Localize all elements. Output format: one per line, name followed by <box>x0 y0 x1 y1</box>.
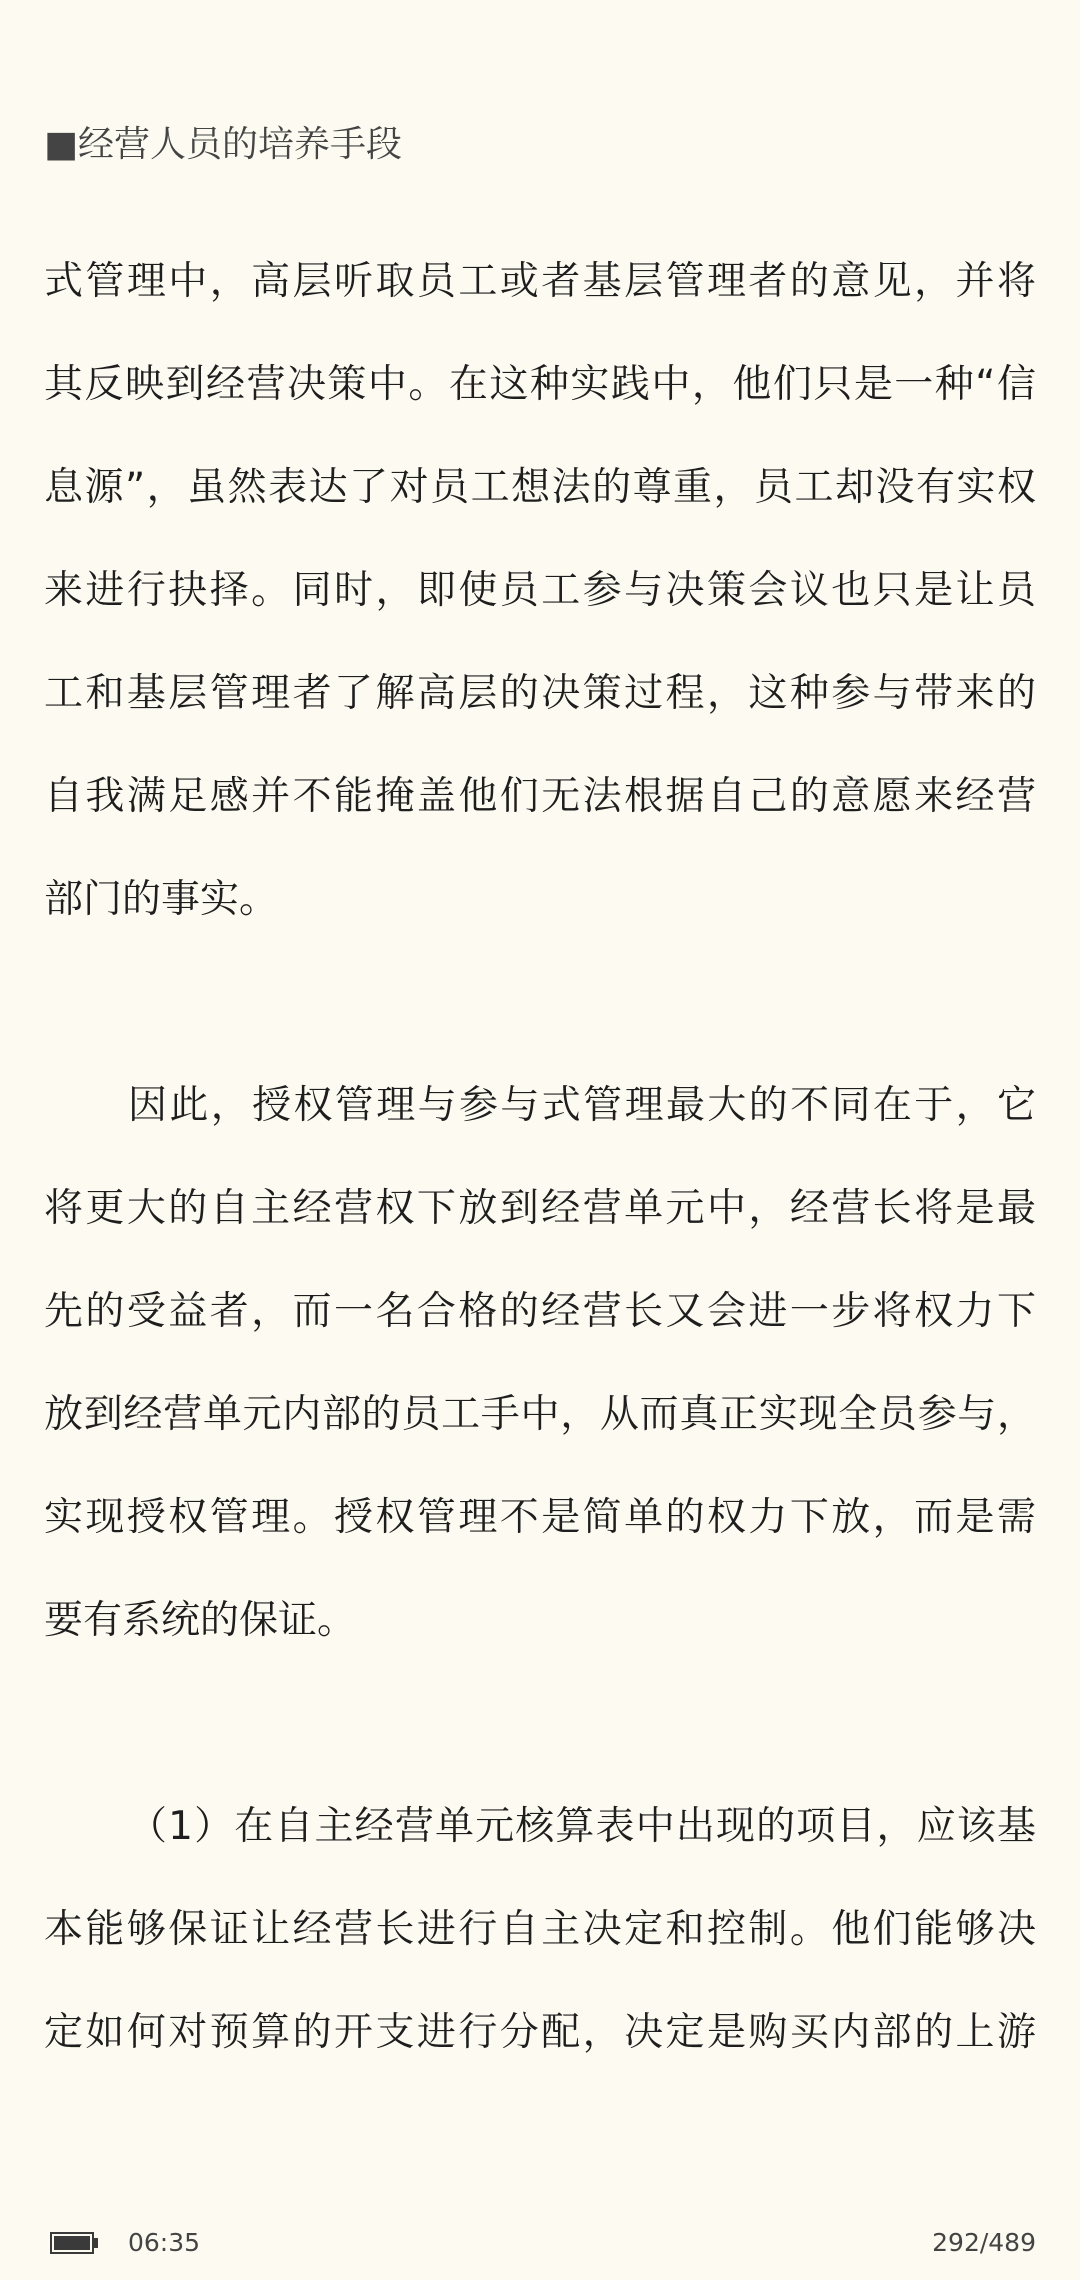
text-line: 要有系统的保证。 <box>44 1598 357 1643</box>
text-line: 部门的事实。 <box>44 877 279 922</box>
page-indicator: 292/489 <box>932 2228 1036 2257</box>
text-line: 放到经营单元内部的员工手中，从而真正实现全员参与， <box>44 1392 1036 1437</box>
paragraph-gap <box>44 963 1036 1066</box>
battery-icon <box>50 2232 100 2256</box>
text-line: 先的受益者，而一名合格的经营长又会进一步将权力下 <box>44 1289 1036 1334</box>
reader-text-area[interactable] <box>44 242 1036 2096</box>
text-line: 将更大的自主经营权下放到经营单元中，经营长将是最 <box>44 1186 1036 1231</box>
text-line: 定如何对预算的开支进行分配，决定是购买内部的上游 <box>44 2010 1036 2055</box>
chapter-title: ■经营人员的培养手段 <box>44 124 403 165</box>
text-line: 因此，授权管理与参与式管理最大的不同在于，它 <box>128 1083 1036 1128</box>
text-line: 实现授权管理。授权管理不是简单的权力下放，而是需 <box>44 1495 1036 1540</box>
paragraph-gap <box>44 1684 1036 1787</box>
text-line: 来进行抉择。同时，即使员工参与决策会议也只是让员 <box>44 568 1036 613</box>
text-line: 本能够保证让经营长进行自主决定和控制。他们能够决 <box>44 1907 1036 1952</box>
reader-status-bar <box>0 2226 1080 2270</box>
text-line: （1）在自主经营单元核算表中出现的项目，应该基 <box>128 1804 1036 1849</box>
text-line: 自我满足感并不能掩盖他们无法根据自己的意愿来经营 <box>44 774 1036 819</box>
text-line: 式管理中，高层听取员工或者基层管理者的意见，并将 <box>44 259 1036 304</box>
clock-time: 06:35 <box>128 2228 201 2257</box>
text-line: 工和基层管理者了解高层的决策过程，这种参与带来的 <box>44 671 1036 716</box>
text-line: 息源”，虽然表达了对员工想法的尊重，员工却没有实权 <box>44 465 1036 510</box>
text-line: 其反映到经营决策中。在这种实践中，他们只是一种“信 <box>44 362 1036 407</box>
